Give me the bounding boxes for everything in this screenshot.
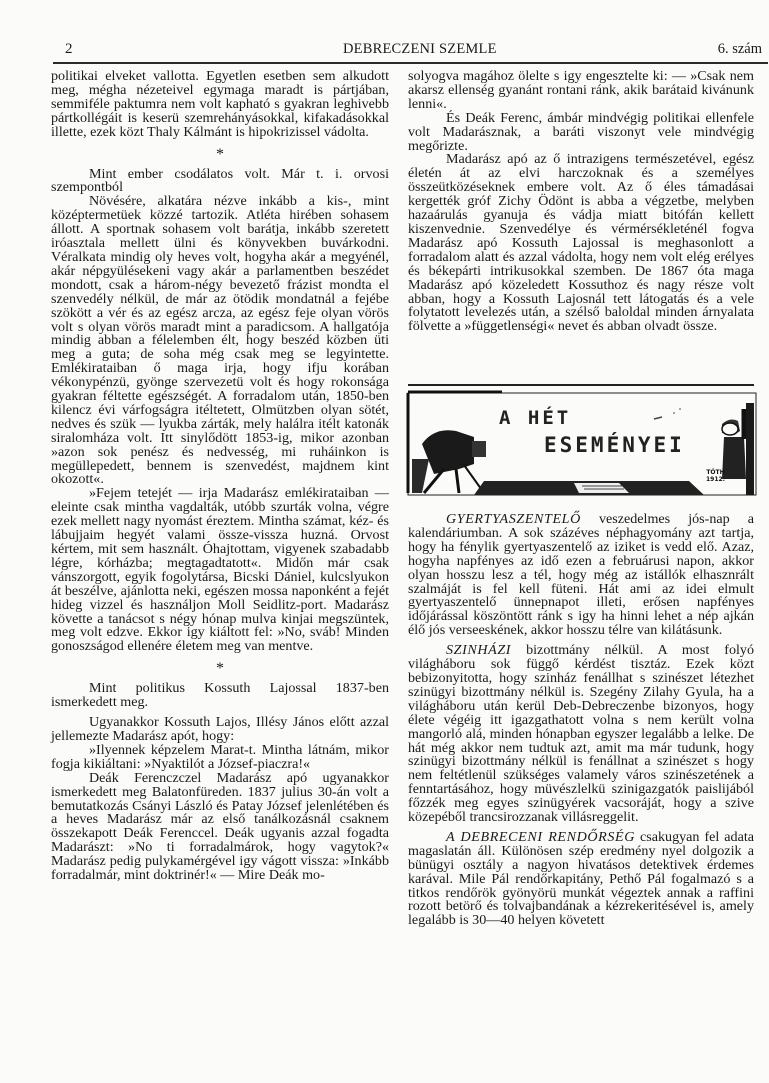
- paragraph: »Fejem tetejét — irja Madarász emlékirataiban — eleinte csak mintha vagdalták, utóbb szurták volna, végre ezek mellett nagy nyomást éreztem. Mintha számat, kéz- és lábujjaim hegyét valami össze-vissza huzná. Orvost kértem, mit sem használt. Óhajtottam, vigyenek szabadabb légre, kórházba; megtagadtatott«. Midőn már csak vánszorgott, egyik fogolytársa, Bicski Dániel, kulcslyukon át beszélve, ajánlotta neki, egészen mossa naponként a fejét hideg vizzel és használjon Moll Seidlitz-port. Madarász követte a tanácsot s négy hónap mulva kinjai megszüntek, meg volt edzve. Ekkor igy kiáltott fel: »No, sváb! Minden gonoszságod ellenére életem meg van mentve.: [51, 485, 389, 655]
- publication-title: DEBRECZENI SZEMLE: [343, 41, 497, 57]
- page-number: 2: [65, 41, 73, 57]
- news-item-gyertyaszentelo: GYERTYASZENTELŐ veszedelmes jós-nap a kalendáriumban. A sok százéves néphagyomány azt tartja, hogy ha fénylik gyertyaszentelő az iziket is vedd elő. Azaz, hogyha napfényes az idő ezen a februárusi napon, akkor olyan hosszu lesz a tél, hogy még az istállók elhasznrált szalmáját is fel kell füteni. Hát ami az idei elmult gyertyaszentelő ünnepnapot illeti, erősen napfényes időjárással köszöntött ránk s igy ha hinni lehet a nép ajkán élő jós verseeskének, akkor hosszu télre van kilátásunk.: [408, 511, 754, 639]
- news-item-lead: GYERTYASZENTELŐ: [446, 511, 581, 527]
- paragraph: »Ilyennek képzelem Marat-t. Mintha látnám, mikor fogja kikiáltani: »Nyaktilót a József-piaczra!«: [51, 741, 389, 772]
- paragraph: Deák Ferenczczel Madarász apó ugyanakkor ismerkedett meg Balatonfüreden. 1837 julius 30-án volt a bemutatkozás Csányi László és Patay József jelenlétében és a heves Madarász már az első tanálkozásnál csaknem összekapott Deák Ferenccel. Deák ugyanis azzal fogadta Madarászt: »No ti forradalmárok, hogy vagytok?« Madarász pedig pulykamérgével igy vágott vissza: »Inkább forradalmár, mint doktrinér!« — Mire Deák mo-: [51, 769, 389, 884]
- section-divider: [408, 384, 754, 386]
- artist-signature: TÓTH 1912.: [706, 469, 725, 483]
- right-column: [408, 70, 754, 334]
- weekly-events-banner: [404, 389, 760, 499]
- section-separator: *: [216, 660, 224, 678]
- news-item-rendorseg: A DEBRECENI RENDŐRSÉG csakugyan fel adata magaslatán áll. Különösen szép eredmény nyel dolgozik a bünügyi osztály a nagyon hivatásos detektivek érdemes karával. Mile Pál rendőrkapitány, Pethő Pál fogalmazó s a titkos rendőrök gyönyörü munkát végeztek annak a raffini rozott betörő és tolvajbandának a kézrekeritésével is, amely legalább is 30—40 helyen követett: [408, 828, 755, 929]
- news-item-szinhazi: SZINHÁZI bizottmány nélkül. A most folyó világháboru sok függő kérdést tisztáz. Ezek közt bebizonyitotta, hogy szinház fenállhat s szinészet létezhet szinügyi bizottmány nélkül is. Szegény Zilahy Gyula, ha a világháboru után kerül Deb-Debreczenbe bizonyos, hogy élete végéig itt igazgathatott volna s nem került volna mangorló alá, minden hónapban egyszer legalább a lelke. De hát még akkor nem tudtuk azt, amit ma már tudunk, hogy szinügyi bizottmány nélkül is fenállnat a szinészet s hogy nem feltétlenül szükséges valamely város szinészetének a fenntartásához, hogy müvészlelkü szinigazgatók paislijából főzzék meg egyes szinügyérek vacsoráját, hogy a szive közepéből trancsirozzanak villásreggelit.: [408, 642, 754, 826]
- page-header: [53, 33, 769, 65]
- paragraph: Mint ember csodálatos volt. Már t. i. orvosi szempontból: [51, 165, 389, 196]
- news-item-lead: SZINHÁZI: [446, 642, 512, 659]
- paragraph: Ugyanakkor Kossuth Lajos, Illésy János előtt azzal jellemezte Madarász apót, hogy:: [51, 714, 389, 744]
- paragraph: Mint politikus Kossuth Lajossal 1837-ben ismerkedett meg.: [51, 680, 389, 711]
- issue-number: 6. szám: [717, 41, 762, 57]
- paragraph: Madarász apó az ő intrazigens természetével, egész életén át az elvi harczoknak és a személyes összeütközéseknek embere volt. Az ő éles támadásai kergették gróf Zichy Ödönt is abba a végzetbe, melyben hazaárulás gyanuja és vádja miatt bitófán kellett kiszenvednie. Szenvedélye és vérmérsékleténél fogva Madarász apó Kossuth Lajossal is meghasonlott a forradalom alatt és azzal vádolta, hogy nem volt elég erélyes és békepárti intrikusokkal szemben. De 1867 óta maga Madarász apó közeledett Kossuthoz és nagy része volt abban, hogy a Kossuth Lajosnál tett látogatás és a vele folytatott levelezés után, a szélső baloldal minden árnyalata fölvette a »függetlenségi« nevet és abban olvadt össze.: [408, 151, 754, 335]
- weekly-events-column: [408, 513, 754, 928]
- banner-title-line1: A HÉT: [499, 407, 572, 429]
- section-separator: *: [216, 145, 224, 163]
- paragraph: politikai elveket vallotta. Egyetlen esetben sem alkudott meg, mégha nézeteivel egymaga maradt is pártjában, semmiféle paktumra nem volt kapható s gyakran leghivebb pártkollégáit is keserü szemrehányásokkal, kifakadásokkal illette, ezek közt Thaly Kálmánt is hipokrizissel vádolta.: [51, 68, 389, 140]
- paragraph: Növésére, alkatára nézve inkább a kis-, mint középtermetüek közzé tartozik. Atléta hirében sohasem állott. A sportnak sohasem volt barátja, inkább szeretett iróasztala mellett ülni és könyvekben buvárkodni. Véralkata mindig oly heves volt, hogyha akár a megyénél, akár népgyülésekeni vagy akár a parlamentben beszédet mondott, csak a három-négy bevezető frázist mondta el szenvedély nélkül, de már az ötödik mondatnál a fejébe szökött a vér és az egész arcza, az egész feje olyan vörös volt s olyan vörös maradt mint a paradicsom. A hallgatója mindig abban a félelemben élt, hogy beszéd közben üti meg a guta; de soha még csak meg se legyintette. Emlékirataiban ő maga irja, hogy ifju korában vékonypénzü, gyönge szervezetü volt és hogy rokonsága gyakran féltette egészségét. A forradalom után, 1850-ben kilencz évi várfogságra itéltetett, Olmützben olyan sötét, nedves és szük — lyukba zárták, mely halálra itélt katonák siralomháza volt. Itt sinylődött 1853-ig, mikor azonban »azon sok penész és nedvesség, mi ruháinkon is megüllepedett, bennem is szenvedést, majdnem kint okozott«.: [51, 193, 389, 488]
- paragraph: solyogva magához ölelte s igy engesztelte ki: — »Csak nem akarsz ellenség gyanánt rontani ránk, akik barátaid kivánunk lenni«.: [408, 68, 754, 112]
- banner-title-line2: ESEMÉNYEI: [544, 433, 685, 457]
- paragraph: És Deák Ferenc, ámbár mindvégig politikai ellenfele volt Madarásznak, a baráti viszonyt vele mindvégig megőrizte.: [408, 109, 754, 154]
- news-item-lead: A DEBRECENI RENDŐRSÉG: [446, 828, 636, 845]
- header-rule: [53, 62, 768, 64]
- left-column: [51, 70, 389, 883]
